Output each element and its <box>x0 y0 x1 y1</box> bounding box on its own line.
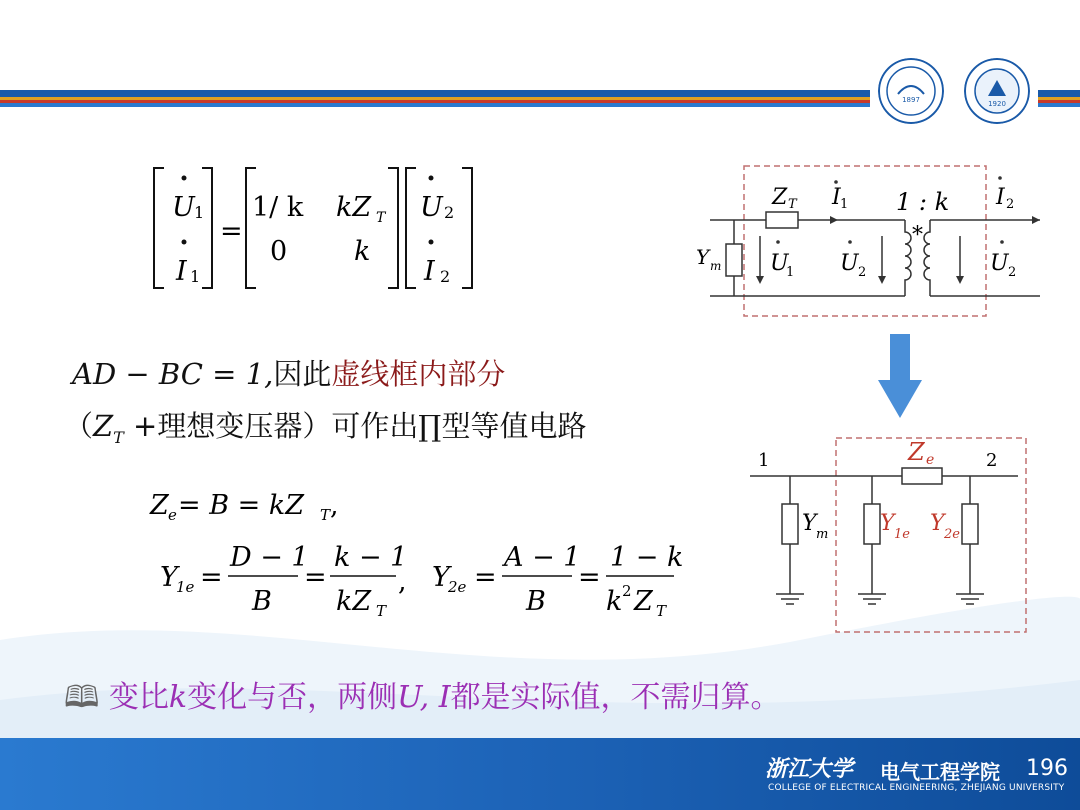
svg-text:U: U <box>990 251 1009 276</box>
svg-text:m: m <box>710 259 722 273</box>
primary-coil <box>905 220 911 296</box>
svg-text:Y: Y <box>696 245 710 269</box>
ym-admittance <box>726 244 742 276</box>
svg-text:=: = <box>220 216 243 247</box>
m11: 1/ k <box>252 192 304 223</box>
svg-text:1920: 1920 <box>988 100 1006 108</box>
svg-text:m: m <box>816 527 829 542</box>
svg-text:k: k <box>606 586 623 617</box>
svg-text:2: 2 <box>1008 265 1017 280</box>
svg-text:Y: Y <box>930 511 945 536</box>
svg-text:B: B <box>252 586 272 617</box>
svg-text:T: T <box>320 506 331 524</box>
svg-text:Y: Y <box>880 511 895 536</box>
svg-text:2e: 2e <box>944 527 960 542</box>
rhs-u: U <box>420 192 443 223</box>
footer-english: COLLEGE OF ELECTRICAL ENGINEERING, ZHEJIANG UNIVERSITY <box>768 783 1065 793</box>
svg-text:T: T <box>376 210 386 226</box>
svg-text:Y: Y <box>432 562 450 593</box>
svg-text:1: 1 <box>786 265 795 280</box>
svg-text:1e: 1e <box>894 527 910 542</box>
header-stripes <box>0 90 870 110</box>
pi-equivalent-circuit <box>750 436 1040 636</box>
conclusion-note: 🕮 变比k变化与否，两侧U, I都是实际值，不需归算。 <box>64 680 781 715</box>
svg-text:2: 2 <box>986 450 998 471</box>
svg-text:k − 1: k − 1 <box>334 542 408 573</box>
svg-text:=: = <box>200 562 223 593</box>
svg-text:=: = <box>304 562 327 593</box>
svg-text:Z: Z <box>772 185 788 210</box>
lhs-i: I <box>176 256 187 287</box>
svg-text:,: , <box>330 490 339 521</box>
m12: kZ <box>336 192 372 223</box>
svg-text:U: U <box>840 251 859 276</box>
transformer-circuit <box>690 160 1050 324</box>
y1e-branch <box>864 504 880 544</box>
svg-text:Z: Z <box>150 490 169 521</box>
svg-text:2: 2 <box>444 203 455 222</box>
svg-text:I: I <box>996 185 1005 210</box>
svg-text:B: B <box>526 586 546 617</box>
svg-text:2: 2 <box>858 265 867 280</box>
pi-circuit-statement: （$Z_T$ +理想变压器）可作出∏型等值电路 <box>64 409 587 447</box>
svg-text:2e: 2e <box>448 578 467 596</box>
svg-text:1e: 1e <box>176 578 195 596</box>
svg-text:=: = <box>474 562 497 593</box>
svg-text:= B = kZ: = B = kZ <box>178 490 304 521</box>
svg-text:1 : k: 1 : k <box>896 188 950 216</box>
book-icon: 🕮 <box>64 680 100 715</box>
svg-text:Z: Z <box>908 438 925 466</box>
svg-text:T: T <box>376 602 387 620</box>
svg-text:A − 1: A − 1 <box>504 542 581 573</box>
ym-branch <box>782 504 798 544</box>
svg-text:=: = <box>578 562 601 593</box>
college-logo <box>964 58 1030 124</box>
header-stripes-right <box>1038 90 1080 110</box>
svg-text:1: 1 <box>840 197 849 212</box>
parameter-equations <box>140 480 700 630</box>
svg-text:Z: Z <box>634 586 653 617</box>
svg-text:D − 1: D − 1 <box>230 542 309 573</box>
svg-text:e: e <box>168 506 177 524</box>
m22: k <box>354 236 371 267</box>
footer-brand: 浙江大学 <box>765 756 854 782</box>
svg-text:*: * <box>912 223 923 248</box>
down-arrow-icon <box>876 334 924 420</box>
svg-text:2: 2 <box>440 267 451 286</box>
svg-text:1: 1 <box>758 450 770 471</box>
secondary-coil <box>924 220 930 296</box>
matrix-equation <box>140 160 500 300</box>
y2e-branch <box>962 504 978 544</box>
svg-text:U: U <box>770 251 789 276</box>
ze-resistor <box>902 468 942 484</box>
svg-text:kZ: kZ <box>336 586 372 617</box>
svg-text:2: 2 <box>1006 197 1015 212</box>
page-number: 196 <box>1026 756 1068 781</box>
zt-resistor <box>766 212 798 228</box>
svg-text:Y: Y <box>160 562 178 593</box>
svg-text:T: T <box>788 197 797 212</box>
rhs-i: I <box>424 256 435 287</box>
footer-department: 电气工程学院 <box>880 760 1000 784</box>
zju-logo <box>878 58 944 124</box>
m21: 0 <box>270 236 288 267</box>
svg-text:,: , <box>398 566 407 597</box>
lhs-u: U <box>172 192 195 223</box>
svg-text:1: 1 <box>194 203 205 222</box>
svg-text:I: I <box>832 185 841 210</box>
determinant-statement: AD − BC = 1,因此虚线框内部分 <box>72 357 506 391</box>
svg-text:e: e <box>926 452 935 468</box>
dashed-box-highlight: 虚线框内部分 <box>331 357 506 391</box>
svg-text:Y: Y <box>802 511 817 536</box>
svg-text:T: T <box>656 602 667 620</box>
svg-text:1: 1 <box>190 267 201 286</box>
svg-text:2: 2 <box>622 582 632 600</box>
svg-text:1 − k: 1 − k <box>610 542 684 573</box>
svg-text:1897: 1897 <box>902 96 920 104</box>
